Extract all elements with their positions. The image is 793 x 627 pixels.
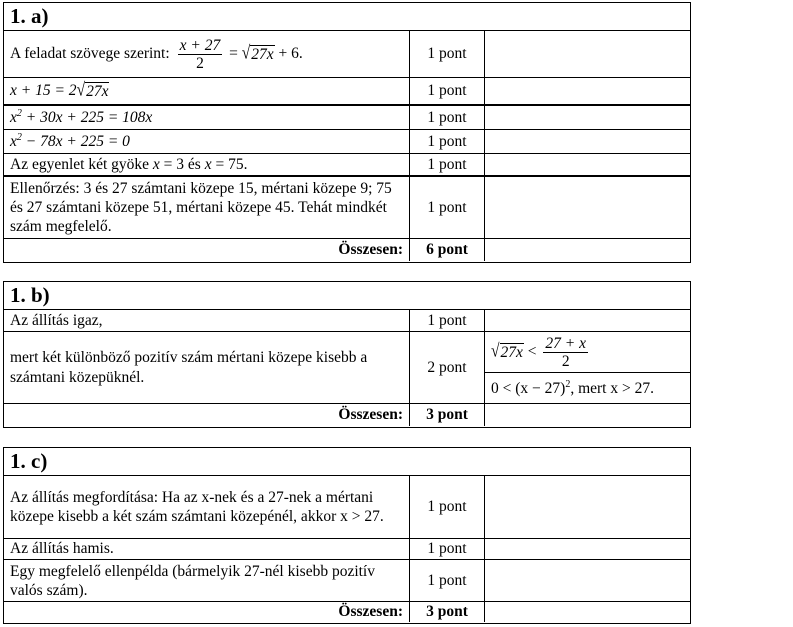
step-text: Az állítás megfordítása: Ha az x-nek és a 27-nek a mértani közepe kisebb a két szám számtani közepénél, akkor x > 27. [10,489,384,525]
step-cell [4,78,410,104]
note-cell [485,404,690,426]
total-points: 6 pont [410,239,485,261]
step-text: Az állítás hamis. [10,540,114,557]
note-cell [485,106,690,129]
note-cell [485,332,690,403]
radicand: 27x [86,82,109,100]
reason-text: $0 < (x - 27)^2$, mert x > 27. [491,378,654,397]
step-cell [4,476,410,538]
table-row [4,539,690,560]
fraction [178,37,223,72]
note-cell [485,78,690,104]
note-cell [485,602,690,622]
total-label: Összesen: [4,602,410,622]
radicand: 27x [251,45,274,63]
step-text: A feladat szövege szerint: [10,45,170,62]
step-cell [4,177,410,238]
note-cell [485,476,690,538]
note-cell [485,310,690,331]
part-b-title: 1. b) [4,282,690,310]
step-text: Az állítás igaz, [10,311,103,329]
step-cell [4,106,410,129]
step-cell [4,539,410,559]
square-root: √ 27x [76,79,109,100]
points-cell: 1 pont [410,31,485,77]
step-text: Ellenőrzés: 3 és 27 számtani közepe 15, mértani közepe 9; 75 és 27 számtani közepe 51, mértani közepe 45. Tehát mindkét szám megfelelő. [10,180,392,235]
part-a-title: 1. a) [4,3,690,31]
fraction-numerator: x + 27 [179,36,221,54]
square-root: √ 27x [241,42,274,63]
total-row [4,602,690,622]
note-cell [485,560,690,601]
square-root: √ 27x [491,340,523,362]
part-c-table [3,447,691,624]
points-cell: 1 pont [410,560,485,601]
total-points: 3 pont [410,602,485,622]
step-text: = 75. [211,155,248,173]
note-cell [485,31,690,77]
points-cell: 2 pont [410,332,485,403]
table-row [4,78,690,106]
fraction [543,335,588,370]
fraction-denominator: 2 [561,352,570,370]
total-row [4,404,690,426]
points-cell: 1 pont [410,78,485,104]
points-cell: 1 pont [410,106,485,129]
radicand: 27x [500,343,523,361]
step-text: Egy megfelelő ellenpélda (bármelyik 27-nél kisebb pozitív valós szám). [10,562,375,599]
points-cell: 1 pont [410,476,485,538]
note-cell [485,130,690,153]
note-reason [485,372,690,403]
table-row [4,31,690,78]
table-row [4,106,690,130]
step-cell [4,130,410,153]
equals-sign: = [225,45,242,62]
step-cell [4,154,410,175]
total-row [4,239,690,261]
points-cell: 1 pont [410,177,485,238]
points-cell: 1 pont [410,130,485,153]
fraction-denominator: 2 [196,54,204,72]
note-cell [485,177,690,238]
variable: x [204,155,212,173]
step-cell [4,310,410,331]
table-row [4,476,690,539]
equation: x + 15 = 2 [10,82,77,99]
step-text: Az egyenlet két gyöke [10,155,153,173]
step-text: mert két különböző pozitív szám mértani közepe kisebb a számtani közepüknél. [10,348,368,386]
table-row [4,177,690,239]
fraction-numerator: 27 + x [545,334,586,352]
points-cell: 1 pont [410,310,485,331]
total-points: 3 pont [410,404,485,426]
note-cell [485,239,690,261]
note-cell [485,154,690,175]
variable: x [152,155,160,173]
points-cell: 1 pont [410,539,485,559]
step-text: = 3 és [159,155,205,173]
note-inequality [485,332,690,372]
step-text: + 6. [274,45,303,62]
equation: $x^2 + 30x + 225 = 108x$ [10,107,153,127]
part-c-title: 1. c) [4,448,690,476]
total-label: Összesen: [4,239,410,261]
less-than: < [523,343,541,361]
table-row [4,310,690,332]
total-label: Összesen: [4,404,410,426]
part-b-table [3,281,691,428]
note-cell [485,539,690,559]
table-row [4,332,690,404]
table-row [4,154,690,177]
step-cell [4,560,410,601]
step-cell [4,332,410,403]
equation: $x^2 - 78x + 225 = 0$ [10,131,130,151]
table-row [4,130,690,154]
part-a-table [3,2,691,263]
table-row [4,560,690,602]
step-cell [4,31,410,77]
points-cell: 1 pont [410,154,485,175]
